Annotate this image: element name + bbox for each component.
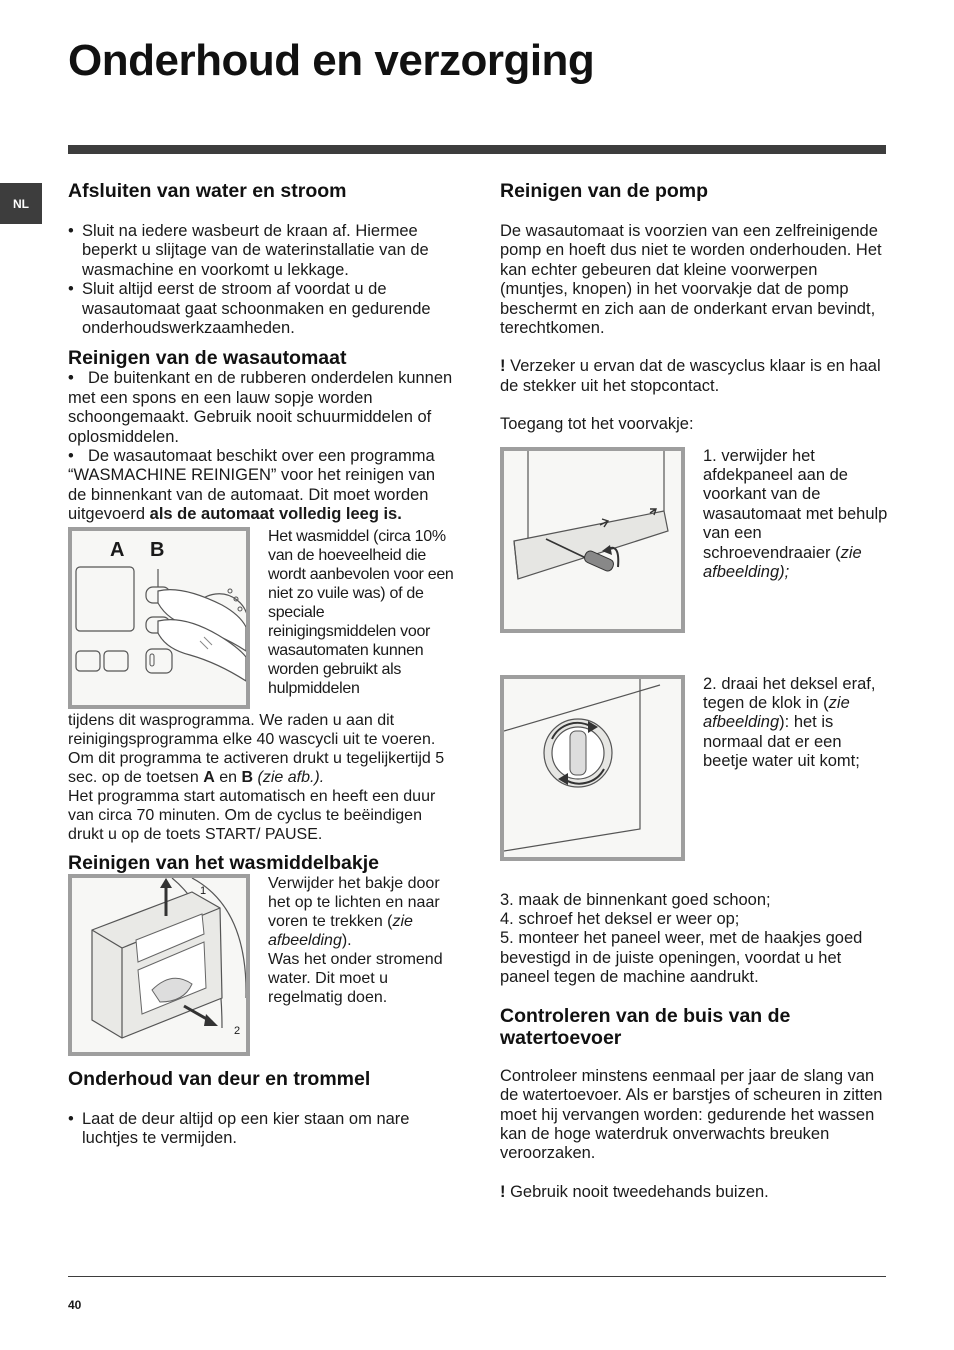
drawer-block xyxy=(68,874,456,1056)
page-number: 40 xyxy=(68,1298,82,1312)
drawer-see-figure: zie afbeelding xyxy=(268,912,413,949)
drawer-wash-note: Was het onder stromend water. Dit moet u regelmatig doen. xyxy=(268,950,443,1006)
drawer-step-1-label: 1 xyxy=(200,884,207,897)
program-frequency-note: tijdens dit wasprogramma. We raden u aan dit reinigingsprogramma elke 40 wascycli uit te voeren. xyxy=(68,711,436,748)
drawer-text-2: ). xyxy=(341,931,352,949)
panel-removal-figure xyxy=(500,447,685,633)
warning-exclamation-icon: ! xyxy=(500,1182,506,1201)
step-2-see-figure: zie afbeelding xyxy=(703,694,850,732)
pump-cover-figure xyxy=(500,675,685,861)
activation-text: Om dit programma te activeren drukt u tegelijkertijd 5 sec. op de toetsen xyxy=(68,749,445,786)
bullet-dot-icon: • xyxy=(68,369,74,388)
step-1-see-figure: zie afbeelding xyxy=(703,543,862,582)
hose-warning-text: Gebruik nooit tweedehands buizen. xyxy=(510,1182,769,1201)
pump-step-5: 5. monteer het paneel weer, met de haakjes goed bevestigd in de juiste openingen, voordat u het paneel tegen de machine aandrukt. xyxy=(500,929,863,987)
step-2-main: 2. draai het deksel eraf, tegen de klok in ( xyxy=(703,674,876,713)
bullet-dot-icon: • xyxy=(68,447,74,466)
clean-program-bold: als de automaat volledig leeg is. xyxy=(149,505,402,524)
clean-program-text: De wasautomaat beschikt over een programma “WASMACHINE REINIGEN” voor het reinigen van de binnenkant van de automaat. Dit moet worden uitgevoerd xyxy=(68,447,436,524)
section-heading-door-drum: Onderhoud van deur en trommel xyxy=(68,1067,371,1090)
control-panel-figure xyxy=(68,527,250,709)
pump-intro: De wasautomaat is voorzien van een zelfreinigende pomp en hoeft dus niet te worden onderhouden. Het kan echter gebeuren dat kleine voorwerpen (muntjes, knopen) in het voorvakje dat de pomp beschermt en zich aan de onderkant ervan bevindt, terechtkomen. xyxy=(500,222,882,338)
drawer-text-1: Verwijder het bakje door het op te lichten en naar voren te trekken ( xyxy=(268,874,440,930)
warning-exclamation-icon: ! xyxy=(500,357,506,376)
access-label: Toegang tot het voorvakje: xyxy=(500,415,694,434)
step-2-end: ): het is normaal dat er een beetje water uit komt; xyxy=(703,713,860,771)
right-column xyxy=(500,180,888,1202)
pump-step-4: 4. schroef het deksel er weer op; xyxy=(500,910,740,929)
activation-instructions xyxy=(68,749,456,787)
bullet-outside-text: De buitenkant en de rubberen onderdelen kunnen met een spons en een lauw sopje worden schoongemaakt. Gebruik nooit schuurmiddelen of oplosmiddelen. xyxy=(68,369,453,446)
pump-step-1 xyxy=(500,447,888,633)
page-title: Onderhoud en verzorging xyxy=(68,36,595,85)
see-figure-ref: (zie afb.). xyxy=(257,768,325,786)
bottom-rule xyxy=(68,1276,886,1277)
section-heading-detergent-drawer: Reinigen van het wasmiddelbakje xyxy=(68,851,380,874)
section-heading-clean-machine: Reinigen van de wasautomaat xyxy=(68,347,347,370)
program-duration-note: Het programma start automatisch en heeft een duur van circa 70 minuten. Om de cyclus te beëindigen drukt u op de toets START/ PAUSE. xyxy=(68,787,436,843)
top-rule xyxy=(68,145,886,154)
key-a-ref: A xyxy=(203,768,215,786)
left-column xyxy=(68,180,456,1149)
pump-warning-text: Verzeker u ervan dat de wascyclus klaar is en haal de stekker uit het stopcontact. xyxy=(500,357,881,395)
key-b-label: B xyxy=(150,538,165,561)
section-heading-pump: Reinigen van de pomp xyxy=(500,180,709,202)
key-a-label: A xyxy=(110,538,125,561)
bullet-door-ajar: • Laat de deur altijd op een kier staan om nare luchtjes te vermijden. xyxy=(68,1110,456,1149)
section-heading-water-power: Afsluiten van water en stroom xyxy=(68,180,347,202)
pump-step-2 xyxy=(500,675,888,861)
hose-warning xyxy=(500,1183,888,1202)
pump-step-3: 3. maak de binnenkant goed schoon; xyxy=(500,890,771,909)
drawer-illustration xyxy=(72,878,246,1052)
screwdriver-illustration xyxy=(504,451,681,629)
section-heading-water-hose: Controleren van de buis van de watertoevoer xyxy=(500,1004,791,1049)
language-tab: NL xyxy=(0,183,42,224)
bullet-clean-program xyxy=(68,447,456,525)
and-word: en xyxy=(219,768,238,786)
step-1-main: 1. verwijder het afdekpaneel aan de voorkant van de wasautomaat met behulp van een schroevendraaier ( xyxy=(703,446,888,562)
bullet-close-tap: • Sluit na iedere wasbeurt de kraan af. Hiermee beperkt u slijtage van de waterinstallatie van de wasmachine en voorkomt u lekkage. xyxy=(68,222,456,280)
drawer-step-2-label: 2 xyxy=(234,1024,241,1037)
step-1-end: ); xyxy=(779,563,790,582)
pump-cover-illustration xyxy=(504,679,681,857)
bullet-outside-cleaning xyxy=(68,369,456,447)
key-b-ref: B xyxy=(241,768,254,786)
bullet-power-off: • Sluit altijd eerst de stroom af voordat u de wasautomaat gaat schoonmaken en gedurende onderhoudswerkzaamheden. xyxy=(68,280,456,338)
detergent-drawer-figure xyxy=(68,874,250,1056)
detergent-note: Het wasmiddel (circa 10% van de hoeveelheid die wordt aanbevolen voor een niet zo vuile was) of de speciale reinigingsmiddelen voor wasautomaten kunnen worden gebruikt als hulpmiddelen xyxy=(268,527,454,697)
pump-warning xyxy=(500,357,888,396)
hose-check-text: Controleer minstens eenmaal per jaar de slang van de watertoevoer. Als er barstjes of scheuren in zitten moet hij vervangen worden: gedurende het wassen kan de hoge waterdruk onverwachts breuken veroorzaken. xyxy=(500,1066,883,1163)
clean-program-block xyxy=(68,527,456,844)
